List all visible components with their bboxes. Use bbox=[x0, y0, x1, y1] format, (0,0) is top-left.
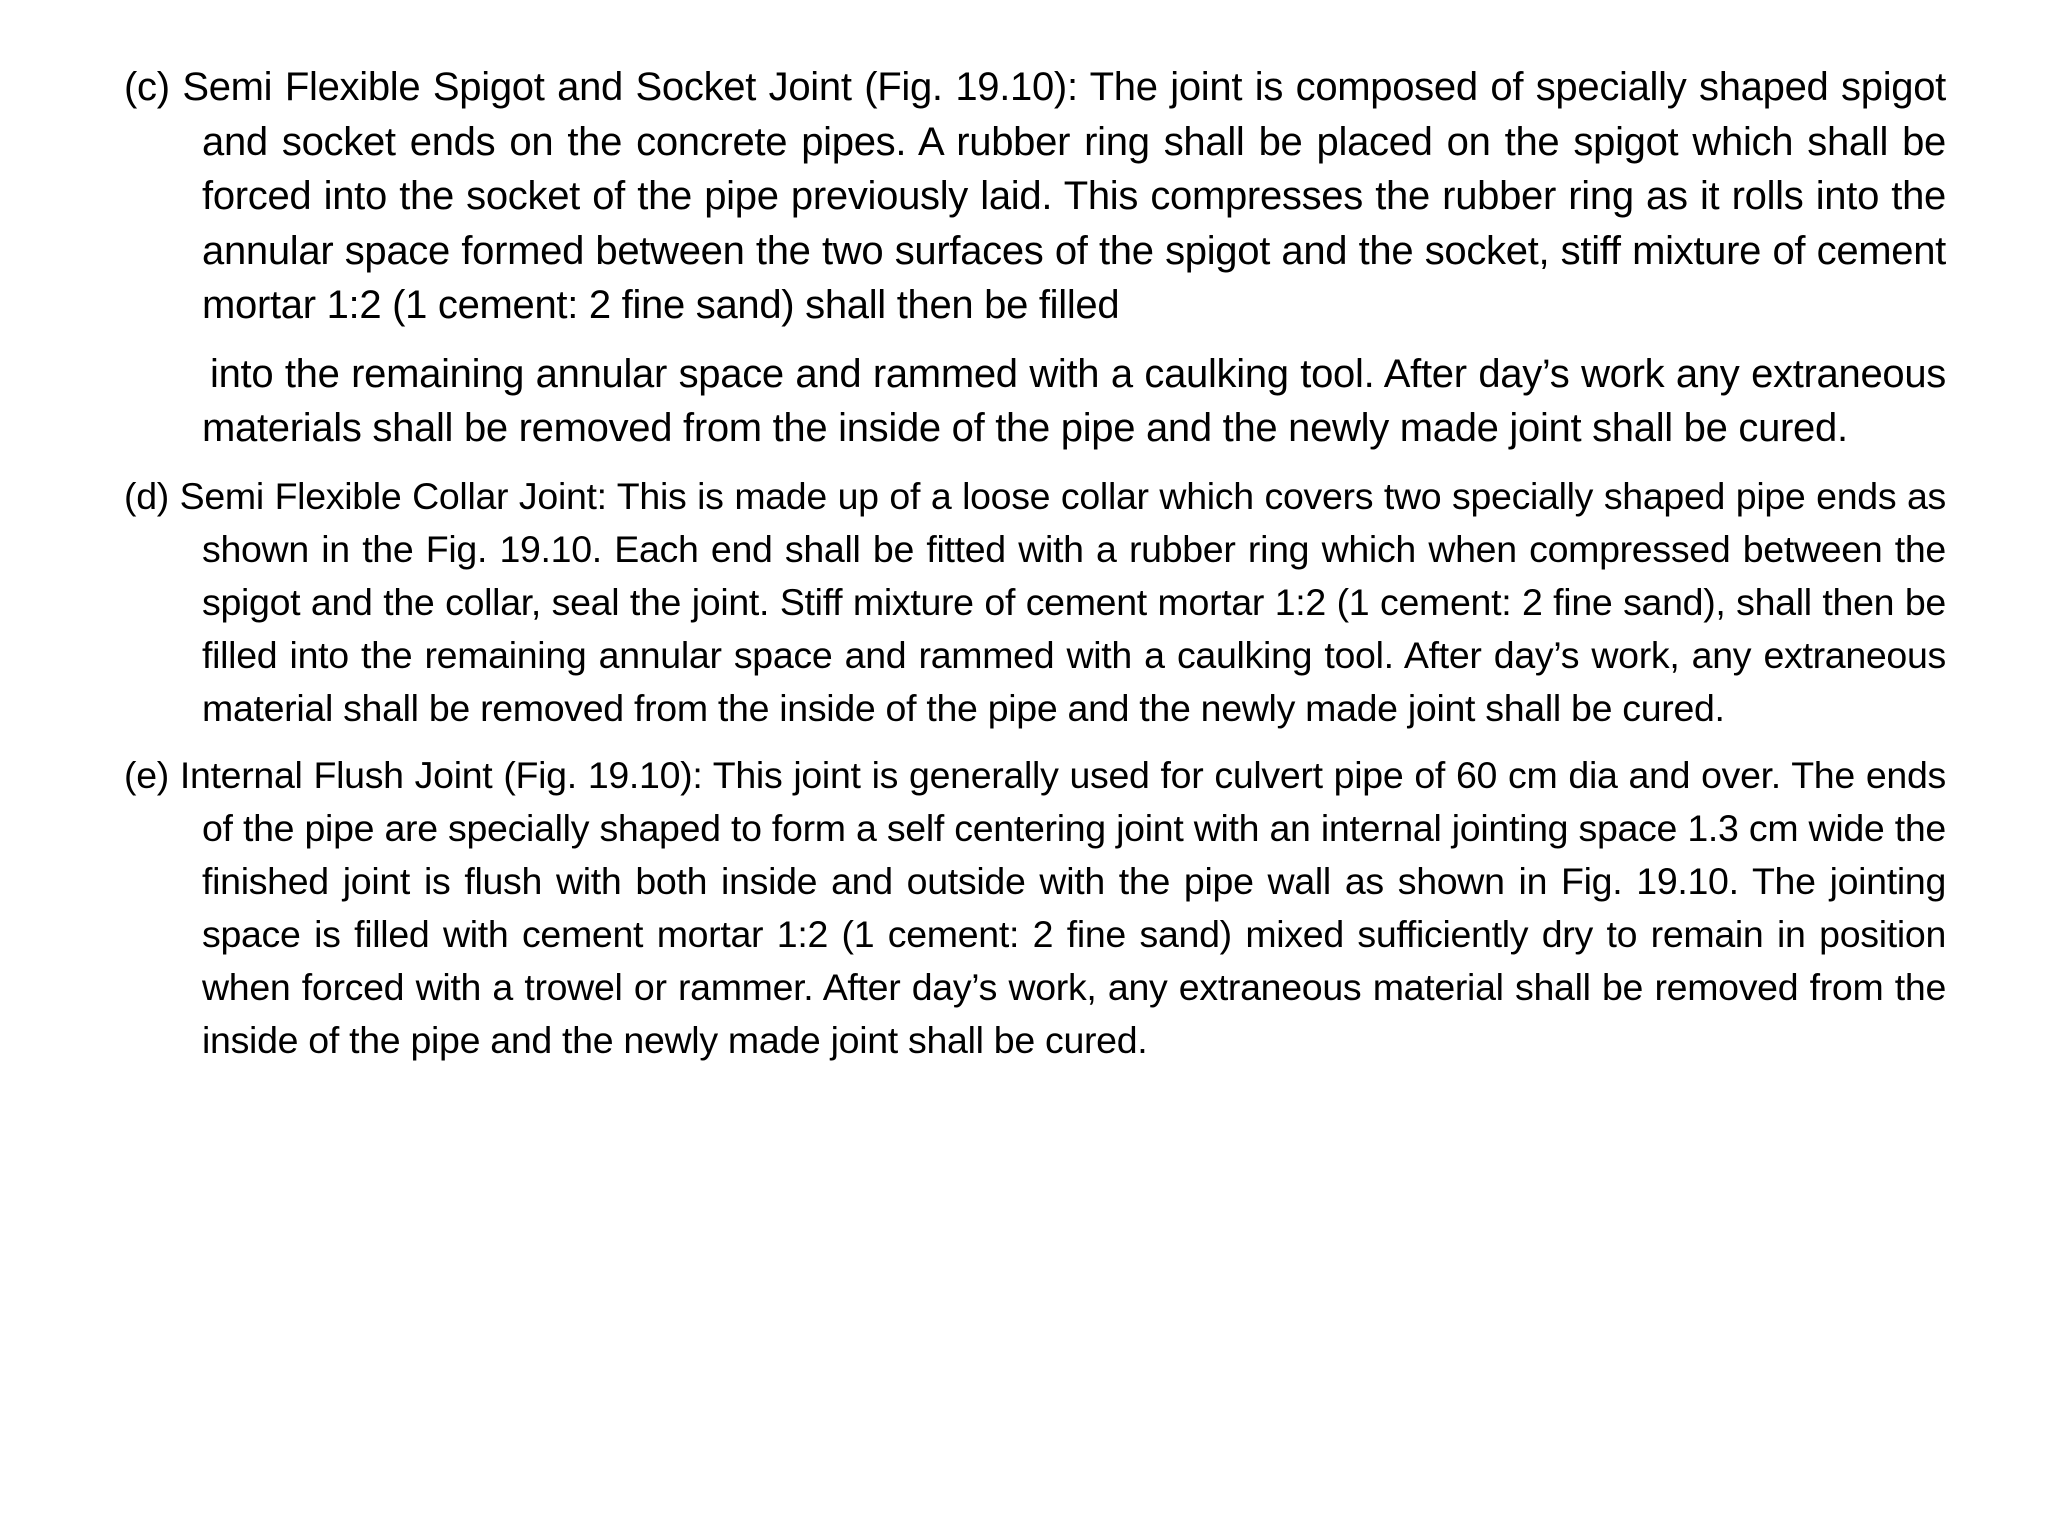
text-body bbox=[124, 60, 1946, 1067]
paragraph-semi-flexible-spigot-socket-joint-continued: into the remaining annular space and rammed with a caulking tool. After day’s work any extraneous materials shall be removed from the inside of the pipe and the newly made joint shall be cured. bbox=[202, 351, 1946, 450]
paragraph-semi-flexible-spigot-socket-joint: (c) Semi Flexible Spigot and Socket Joint (Fig. 19.10): The joint is composed of specially shaped spigot and socket ends on the concrete pipes. A rubber ring shall be placed on the spigot which shall be forced into the socket of the pipe previously laid. This compresses the rubber ring as it rolls into the annular space formed between the two surfaces of the spigot and the socket, stiff mixture of cement mortar 1:2 (1 cement: 2 fine sand) shall then be filled bbox=[124, 65, 1946, 327]
paragraph-internal-flush-joint: (e) Internal Flush Joint (Fig. 19.10): This joint is generally used for culvert pipe of 60 cm dia and over. The ends of the pipe are specially shaped to form a self centering joint with an internal jointing space 1.3 cm wide the finished joint is flush with both inside and outside with the pipe wall as shown in Fig. 19.10. The jointing space is filled with cement mortar 1:2 (1 cement: 2 fine sand) mixed sufficiently dry to remain in position when forced with a trowel or rammer. After day’s work, any extraneous material shall be removed from the inside of the pipe and the newly made joint shall be cured. bbox=[124, 753, 1946, 1061]
paragraph-semi-flexible-collar-joint: (d) Semi Flexible Collar Joint: This is made up of a loose collar which covers two specially shaped pipe ends as shown in the Fig. 19.10. Each end shall be fitted with a rubber ring which when compressed between the spigot and the collar, seal the joint. Stiff mixture of cement mortar 1:2 (1 cement: 2 fine sand), shall then be filled into the remaining annular space and rammed with a caulking tool. After day’s work, any extraneous material shall be removed from the inside of the pipe and the newly made joint shall be cured. bbox=[124, 474, 1946, 729]
